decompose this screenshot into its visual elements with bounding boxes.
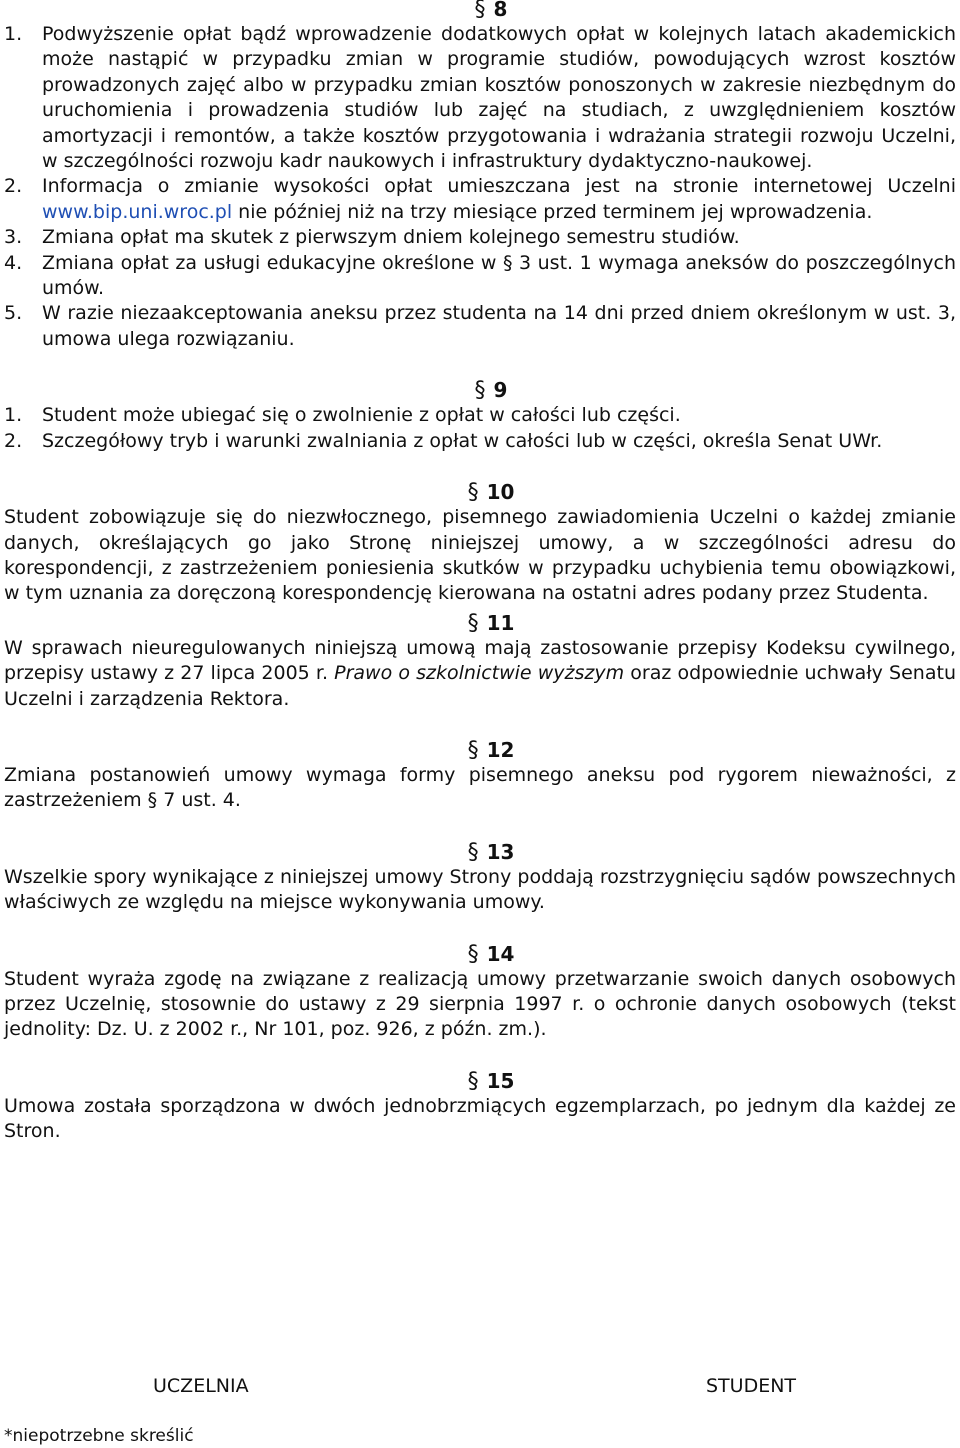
item-text: W razie niezaakceptowania aneksu przez studenta na 14 dni przed dniem określonym w ust. 3, umowa ulega rozwiązaniu. [42, 302, 956, 350]
list-item [4, 301, 956, 352]
item-number: 2. [4, 429, 23, 452]
section-number: 11 [486, 610, 515, 635]
section-symbol: § [467, 480, 479, 506]
section-8-list [4, 22, 956, 352]
section-11-text [4, 636, 956, 712]
para-text: W sprawach nieuregulowanych niniejszą umową mają zastosowanie przepisy Kodeksu cywilnego, przepisy ustawy z 27 lipca 2005 r. [4, 636, 956, 685]
item-number: 5. [4, 302, 23, 325]
list-item [4, 429, 956, 454]
item-number: 3. [4, 226, 23, 249]
list-item [4, 225, 956, 250]
section-14-text: Student wyraża zgodę na związane z realizacją umowy przetwarzanie swoich danych osobowych przez Uczelnię, stosownie do ustawy z 29 sierpnia 1997 r. o ochronie danych osobowych (tekst jednolity: Dz. U. z 2002 r., Nr 101, poz. 926, z późn. zm.). [4, 967, 956, 1041]
list-item [4, 251, 956, 302]
para-text: Zmiana postanowień umowy wymaga formy pisemnego aneksu pod rygorem nieważności, z zastrzeżeniem [4, 763, 956, 812]
item-text: Student może ubiegać się o zwolnienie z opłat w całości lub części. [42, 404, 681, 427]
section-12-heading [4, 738, 956, 763]
footnote: *niepotrzebne skreślić [4, 1426, 194, 1446]
section-11-heading [4, 611, 956, 636]
section-number: 13 [486, 839, 515, 864]
signature-university: UCZELNIA [153, 1375, 249, 1397]
section-number: 10 [486, 480, 515, 505]
section-symbol: § [474, 378, 486, 404]
item-text: nie później niż na trzy miesiące przed terminem jej wprowadzenia. [232, 200, 873, 223]
item-text: Zmiana opłat za usługi edukacyjne określone w [42, 251, 503, 274]
list-item [4, 22, 956, 174]
item-text: 3 ust. 1 wymaga aneksów do poszczególnych umów. [42, 251, 956, 300]
section-symbol: § [502, 251, 513, 274]
bip-link[interactable]: www.bip.uni.wroc.pl [42, 200, 233, 223]
section-15-text: Umowa została sporządzona w dwóch jednobrzmiących egzemplarzach, po jednym dla każdej ze Stron. [4, 1094, 956, 1143]
section-number: 8 [493, 0, 508, 21]
item-text: Podwyższenie opłat bądź wprowadzenie dodatkowych opłat w kolejnych latach akademickich może nastąpić w przypadku zmian w programie studiów, powodujących wzrost kosztów prowadzonych zajęć albo w przypadku zmian kosztów ponoszonych w zakresie niezbędnym do uruchomienia i prowadzenia studiów lub zajęć na studiach, z uwzględnieniem kosztów amortyzacji i remontów, a także kosztów przygotowania i wdrażania strategii rozwoju Uczelni, w szczególności rozwoju kadr naukowych i infrastruktury dydaktyczno-naukowej. [42, 23, 956, 173]
section-symbol: § [147, 789, 158, 812]
section-symbol: § [467, 1068, 479, 1094]
list-item [4, 174, 956, 225]
para-text: 7 ust. 4. [157, 789, 241, 812]
section-symbol: § [474, 0, 486, 22]
statute-title: Prawo o szkolnictwie wyższym [334, 662, 625, 685]
section-symbol: § [467, 610, 479, 636]
item-number: 1. [4, 23, 23, 45]
section-13-heading [4, 840, 956, 865]
section-14-heading [4, 942, 956, 967]
section-9-heading [4, 378, 956, 403]
item-number: 4. [4, 251, 23, 274]
document-page [4, 0, 956, 1145]
section-symbol: § [467, 941, 479, 967]
section-10-text: Student zobowiązuje się do niezwłocznego, pisemnego zawiadomienia Uczelni o każdej zmianie danych, określających go jako Stronę niniejszej umowy, a w szczególności adresu do korespondencji, z zastrzeżeniem poniesienia skutków w przypadku uchybienia temu obowiązkowi, w tym uznania za doręczoną korespondencję kierowana na ostatni adres podany przez Studenta. [4, 506, 956, 605]
list-item [4, 403, 956, 428]
section-13-text: Wszelkie spory wynikające z niniejszej umowy Strony poddają rozstrzygnięciu sądów powszechnych właściwych ze względu na miejsce wykonywania umowy. [4, 865, 956, 914]
item-number: 2. [4, 175, 23, 198]
section-number: 12 [486, 737, 515, 762]
item-text: Informacja o zmianie wysokości opłat umieszczana jest na stronie internetowej Uczelni [42, 175, 956, 198]
section-10-heading [4, 480, 956, 505]
section-number: 15 [486, 1068, 515, 1093]
section-number: 14 [486, 941, 515, 966]
signature-student: STUDENT [706, 1375, 797, 1397]
para-text: oraz odpowiednie uchwały Senatu Uczelni i zarządzenia Rektora. [4, 662, 956, 710]
item-text: Zmiana opłat ma skutek z pierwszym dniem kolejnego semestru studiów. [42, 226, 740, 249]
item-text: Szczegółowy tryb i warunki zwalniania z opłat w całości lub w części, określa Senat UWr. [42, 429, 883, 452]
section-symbol: § [467, 737, 479, 763]
section-number: 9 [493, 378, 508, 403]
section-9-list [4, 403, 956, 454]
section-symbol: § [467, 839, 479, 865]
section-15-heading [4, 1069, 956, 1094]
item-number: 1. [4, 404, 23, 427]
section-8-heading [4, 0, 956, 22]
section-12-text [4, 763, 956, 814]
